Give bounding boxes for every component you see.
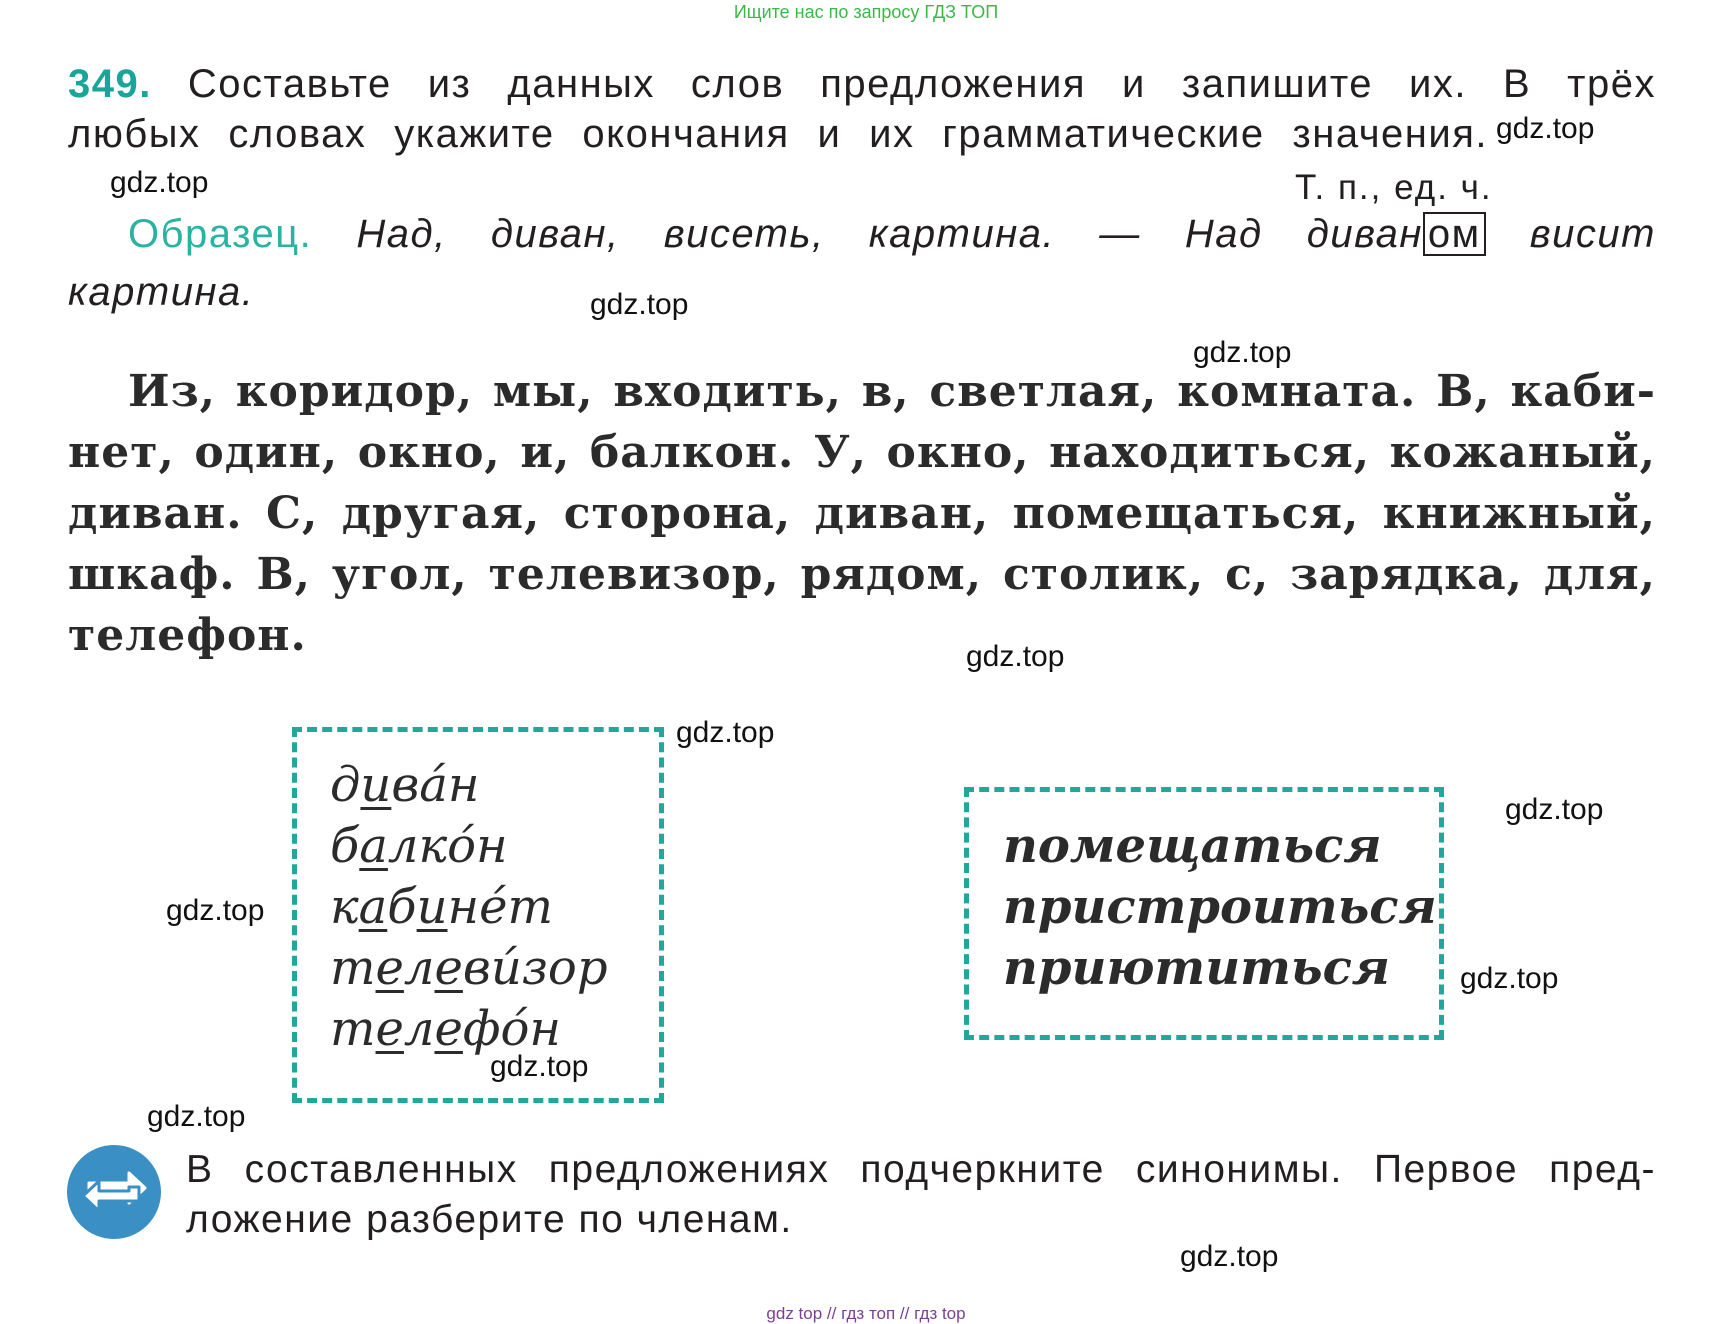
exercise-line-5: телефон. (68, 610, 307, 661)
word-kabinet (330, 877, 608, 938)
unstressed-vowel: и (360, 757, 392, 813)
watermark: gdz.top (490, 1050, 589, 1083)
unstressed-vowel: а (358, 879, 388, 935)
exercise-line-4: шкаф. В, угол, телевизор, рядом, столик, с, зарядка, для, (68, 549, 1656, 600)
exercise-line-2: нет, один, окно, и, балкон. У, окно, находиться, кожаный, (68, 427, 1656, 478)
watermark: gdz.top (590, 288, 689, 321)
word-list-right (1003, 816, 1437, 999)
word-part: б (387, 879, 417, 935)
task-line-1 (68, 62, 1656, 107)
unstressed-vowel: е (434, 940, 463, 996)
word-part: л (403, 940, 435, 996)
watermark: gdz.top (1180, 1240, 1279, 1273)
watermark: gdz.top (676, 716, 775, 749)
unstressed-vowel: и (416, 879, 448, 935)
word-priyutitsya: приютиться (1003, 940, 1390, 996)
ending-box: ом (1423, 212, 1486, 256)
word-televizor (330, 938, 608, 999)
sample-line-2: картина. (68, 270, 255, 314)
task-line-2: любых словах укажите окончания и их грамматические значения. (68, 112, 1488, 156)
watermark: gdz.top (1460, 962, 1559, 995)
task-number: 349. (68, 62, 152, 106)
task-text-1: Составьте из данных слов предложения и запишите их. В трёх (187, 62, 1656, 106)
unstressed-vowel: е (434, 1001, 463, 1057)
watermark: gdz.top (1505, 793, 1604, 826)
unstressed-vowel: е (375, 940, 404, 996)
watermark: gdz.top (1496, 112, 1595, 145)
unstressed-vowel: а (359, 818, 388, 874)
sample-text-part: Над, диван, висеть, картина. — Над диван (356, 212, 1423, 256)
sample-label: Образец. (128, 212, 313, 256)
watermark: gdz.top (147, 1100, 246, 1133)
sample-line-1 (128, 212, 1656, 257)
word-part: д (330, 757, 361, 813)
unstressed-vowel: е (375, 1001, 404, 1057)
word-pomeshchatsya: помещаться (1003, 818, 1382, 874)
exercise-line-1: Из, коридор, мы, входить, в, светлая, комната. В, каби- (128, 366, 1656, 417)
watermark: gdz.top (966, 640, 1065, 673)
top-banner: Ищите нас по запросу ГДЗ ТОП (733, 2, 999, 22)
word-part: т (330, 940, 376, 996)
exercise-line-3: диван. С, другая, сторона, диван, помещаться, книжный, (68, 488, 1656, 539)
final-task-line-2: ложение разберите по членам. (186, 1198, 793, 1241)
word-part: не́т (447, 879, 554, 935)
grammar-note: Т. п., ед. ч. (1295, 168, 1493, 207)
watermark: gdz.top (1193, 336, 1292, 369)
word-divan (330, 755, 608, 816)
word-part: лко́н (387, 818, 508, 874)
repeat-arrows-icon (67, 1145, 161, 1239)
watermark: gdz.top (110, 166, 209, 199)
sample-text (356, 212, 1485, 256)
word-part: т (330, 1001, 376, 1057)
word-part: л (403, 1001, 435, 1057)
word-part: ва́н (391, 757, 480, 813)
word-balkon (330, 816, 608, 877)
word-part: ви́зор (462, 940, 608, 996)
word-part: фо́н (462, 1001, 561, 1057)
sample-text-after: висит (1529, 212, 1656, 256)
word-list-left (330, 755, 608, 1060)
word-part: б (330, 818, 360, 874)
final-task-line-1: В составленных предложениях подчеркните синонимы. Первое пред- (186, 1148, 1656, 1191)
word-part: к (330, 879, 359, 935)
word-pristroitsya: пристроиться (1003, 879, 1437, 935)
watermark: gdz.top (166, 894, 265, 927)
footer: gdz top // гдз топ // гдз top (766, 1304, 966, 1323)
